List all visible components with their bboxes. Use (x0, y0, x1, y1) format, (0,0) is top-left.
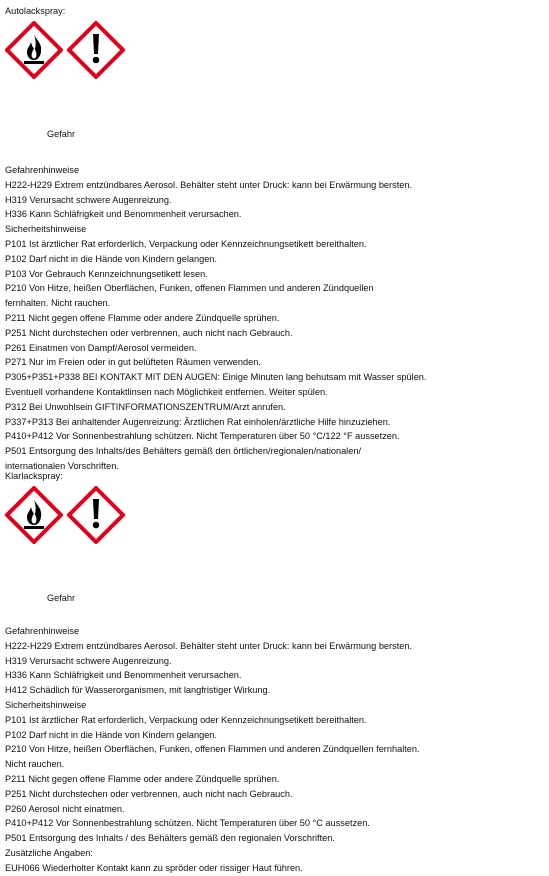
list-item: Eventuell vorhandene Kontaktlinsen nach Möglichkeit entfernen. Weiter spülen. (5, 386, 328, 397)
list-item: Sicherheitshinweise (5, 224, 87, 235)
list-item: H222-H229 Extrem entzündbares Aerosol. Behälter steht unter Druck: kann bei Erwärmung bersten. (5, 640, 413, 651)
list-item: EUH066 Wiederholter Kontakt kann zu spröder oder rissiger Haut führen. (5, 862, 303, 873)
flame-icon (5, 21, 63, 79)
signal-word: Gefahr (47, 593, 76, 603)
list-item: P251 Nicht durchstechen oder verbrennen, auch nicht nach Gebrauch. (5, 327, 293, 338)
exclamation-icon (67, 486, 125, 544)
list-item: P410+P412 Vor Sonnenbestrahlung schützen. Nicht Temperaturen über 50 °C aussetzen. (5, 818, 370, 829)
list-item: P102 Darf nicht in die Hände von Kindern gelangen. (5, 729, 217, 740)
section-title: Klarlackspray: (5, 471, 63, 481)
list-item: P101 Ist ärztlicher Rat erforderlich, Verpackung oder Kennzeichnungsetikett bereithalten. (5, 714, 367, 725)
list-item: P210 Von Hitze, heißen Oberflächen, Funken, offenen Flammen und anderen Zündquellen fernhalten. (5, 744, 420, 755)
list-item: Sicherheitshinweise (5, 699, 87, 710)
list-item: P251 Nicht durchstechen oder verbrennen, auch nicht nach Gebrauch. (5, 788, 293, 799)
section-autolackspray (5, 4, 545, 474)
list-item: P501 Entsorgung des Inhalts/des Behälters gemäß den örtlichen/regionalen/nationalen/ (5, 446, 361, 457)
list-item: P337+P313 Bei anhaltender Augenreizung: Ärztlichen Rat einholen/ärztliche Hilfe hinzuziehen. (5, 416, 391, 427)
exclamation-icon (67, 21, 125, 79)
list-item: P271 Nur im Freien oder in gut belüfteten Räumen verwenden. (5, 357, 261, 368)
list-item: P261 Einatmen von Dampf/Aerosol vermeiden. (5, 342, 197, 353)
list-item: P260 Aerosol nicht einatmen. (5, 803, 125, 814)
list-item: P501 Entsorgung des Inhalts / des Behälters gemäß den regionalen Vorschriften. (5, 833, 335, 844)
list-item: Gefahrenhinweise (5, 165, 80, 175)
list-item: Gefahrenhinweise (5, 626, 80, 636)
pictogram-row (5, 21, 545, 81)
signal-word: Gefahr (47, 129, 76, 139)
list-item: H336 Kann Schläfrigkeit und Benommenheit verursachen. (5, 670, 242, 681)
list-item: P103 Vor Gebrauch Kennzeichnungsetikett lesen. (5, 268, 208, 279)
hazard-statement-list (5, 163, 545, 474)
list-item: P102 Darf nicht in die Hände von Kindern gelangen. (5, 253, 217, 264)
flame-icon (5, 486, 63, 544)
list-item: P211 Nicht gegen offene Flamme oder andere Zündquelle sprühen. (5, 773, 280, 784)
list-item: H222-H229 Extrem entzündbares Aerosol. Behälter steht unter Druck: kann bei Erwärmung bersten. (5, 179, 413, 190)
list-item: P101 Ist ärztlicher Rat erforderlich, Verpackung oder Kennzeichnungsetikett bereithalten. (5, 238, 367, 249)
list-item: H412 Schädlich für Wasserorganismen, mit langfristiger Wirkung. (5, 685, 271, 696)
list-item: P312 Bei Unwohlsein GIFTINFORMATIONSZENTRUM/Arzt anrufen. (5, 401, 286, 412)
list-item: internationalen Vorschriften. (5, 460, 119, 471)
list-item: H336 Kann Schläfrigkeit und Benommenheit verursachen. (5, 209, 242, 220)
list-item: P410+P412 Vor Sonnenbestrahlung schützen. Nicht Temperaturen über 50 °C/122 °F aussetzen. (5, 431, 400, 442)
list-item: H319 Verursacht schwere Augenreizung. (5, 655, 172, 666)
list-item: Zusätzliche Angaben: (5, 847, 93, 858)
pictogram-row (5, 486, 545, 546)
list-item: P305+P351+P338 BEI KONTAKT MIT DEN AUGEN: Einige Minuten lang behutsam mit Wasser spülen. (5, 372, 427, 383)
hazard-statement-list (5, 624, 545, 876)
list-item: Nicht rauchen. (5, 759, 65, 770)
section-klarlackspray (5, 469, 545, 876)
list-item: P210 Von Hitze, heißen Oberflächen, Funken, offenen Flammen und anderen Zündquellen (5, 283, 374, 294)
section-title: Autolackspray: (5, 6, 66, 16)
list-item: P211 Nicht gegen offene Flamme oder andere Zündquelle sprühen. (5, 312, 280, 323)
list-item: fernhalten. Nicht rauchen. (5, 298, 111, 309)
list-item: H319 Verursacht schwere Augenreizung. (5, 194, 172, 205)
